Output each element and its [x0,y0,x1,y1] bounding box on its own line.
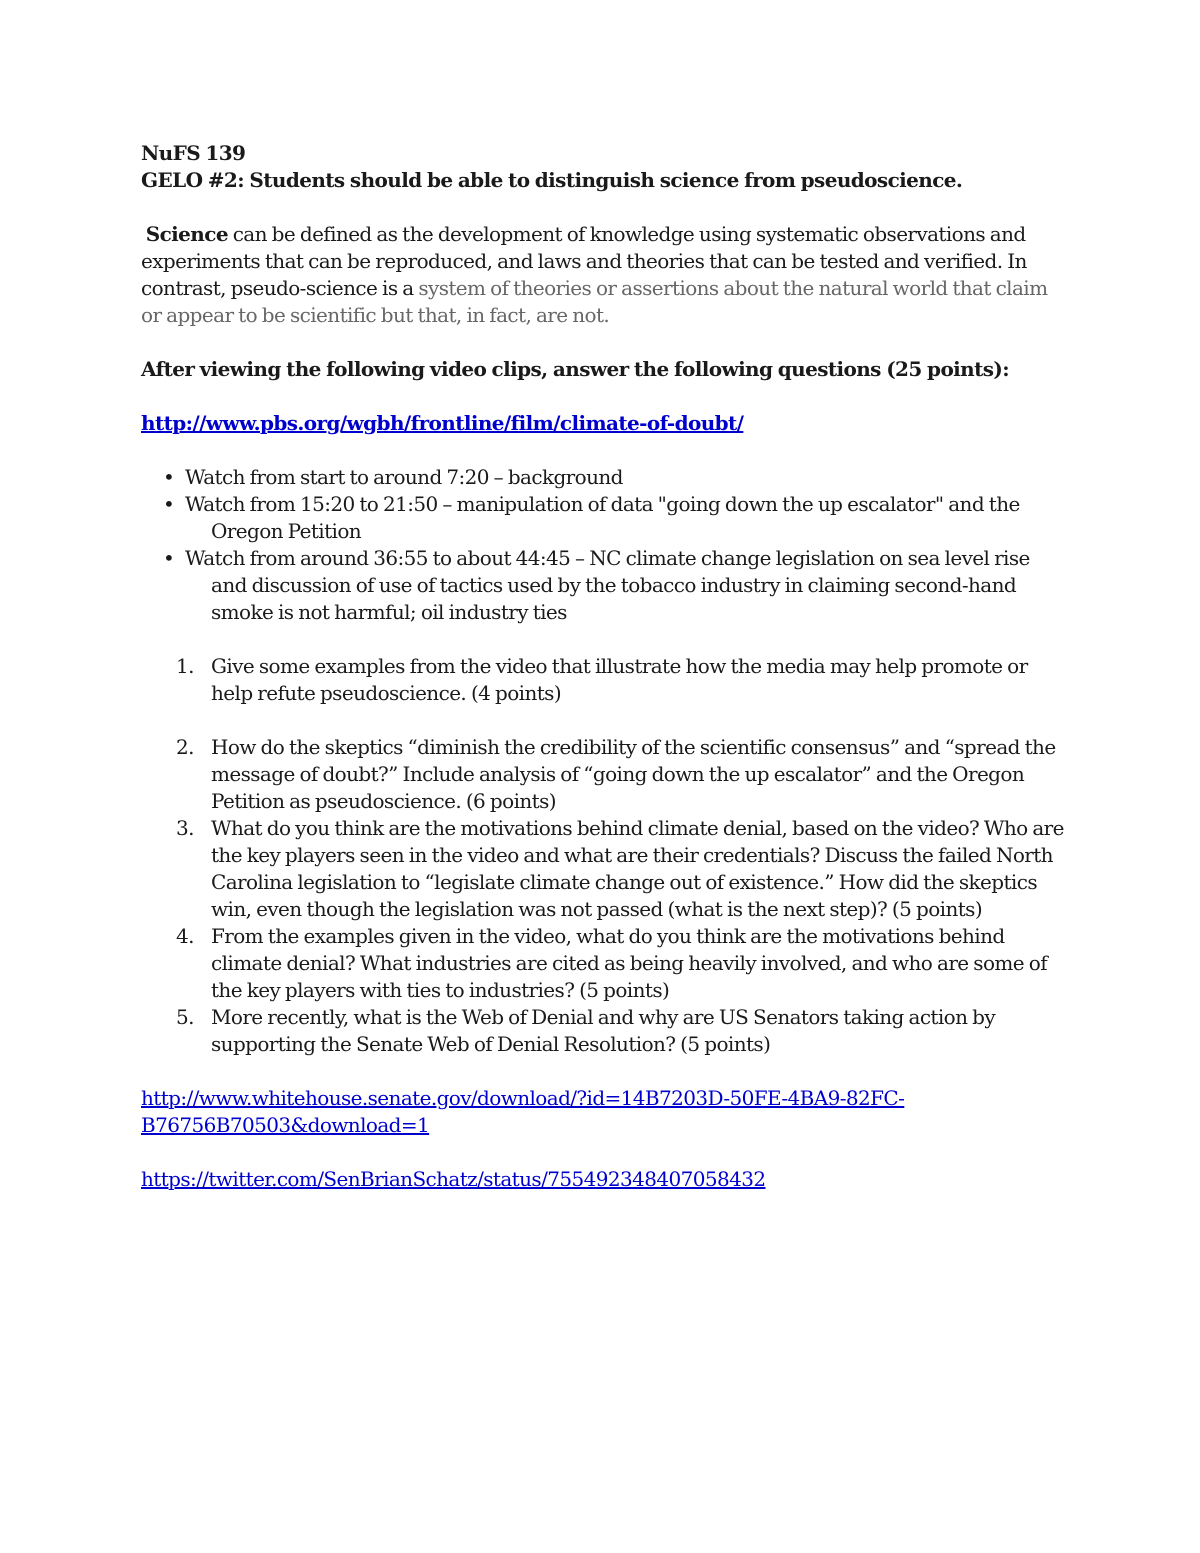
question-number: 5. [176,1005,194,1029]
question-number: 2. [176,735,194,759]
question-item [141,1004,1066,1058]
question-text: From the examples given in the video, what do you think are the motivations behind climate denial? What industries are cited as being heavily involved, and who are some of the key players with ties to industries? (5 points) [211,924,1047,1002]
document-page [141,140,1066,1193]
bullet-icon: • [163,492,175,516]
question-text: More recently, what is the Web of Denial and why are US Senators taking action by supporting the Senate Web of Denial Resolution? (5 points) [211,1005,996,1056]
video-link[interactable]: http://www.pbs.org/wgbh/frontline/film/climate-of-doubt/ [141,411,744,435]
question-list [141,653,1066,1058]
definition-text-gray: system of theories or assertions about the natural world that claim or appear to be scientific but that, in fact, are not. [141,276,1048,327]
definition-term: Science [145,222,228,246]
watch-item [141,545,1066,626]
spacer [141,329,1066,356]
spacer [141,1139,1066,1166]
spacer [141,383,1066,410]
footer-link-paragraph [141,1085,1066,1139]
definition-text: can be defined as the development of knowledge using systematic observations and experiments that can be reproduced, and laws and theories that can be tested and verified. In contrast, pseudo-science is a [141,222,1027,300]
spacer [141,707,1066,734]
spacer [141,194,1066,221]
gelo-heading: GELO #2: Students should be able to distinguish science from pseudoscience. [141,168,963,192]
question-text: What do you think are the motivations behind climate denial, based on the video? Who are the key players seen in the video and what are their credentials? Discuss the failed North Carolina legislation to “legislate climate change out of existence.” How did the skeptics win, even though the legislation was not passed (what is the next step)? (5 points) [211,816,1064,921]
watch-item-text: Watch from start to around 7:20 – background [185,465,623,489]
spacer [141,437,1066,464]
instructions-heading: After viewing the following video clips, answer the following questions (25 points): [141,357,1010,381]
question-number: 4. [176,924,194,948]
question-item [141,923,1066,1004]
spacer [141,1058,1066,1085]
watch-item-text: Watch from 15:20 to 21:50 – manipulation of data "going down the up escalator" and the Oregon Petition [185,492,1020,543]
question-text: How do the skeptics “diminish the credibility of the scientific consensus” and “spread the message of doubt?” Include analysis of “going down the up escalator” and the Oregon Petition as pseudoscience. (6 points) [211,735,1056,813]
question-item [141,653,1066,707]
question-number: 1. [176,654,194,678]
watch-list [141,464,1066,626]
bullet-icon: • [163,546,175,570]
video-link-paragraph [141,410,1066,437]
senate-download-link[interactable]: http://www.whitehouse.senate.gov/download/?id=14B7203D-50FE-4BA9-82FC-B76756B70503&download=1 [141,1086,905,1137]
spacer [141,626,1066,653]
question-number: 3. [176,816,194,840]
question-text: Give some examples from the video that illustrate how the media may help promote or help refute pseudoscience. (4 points) [211,654,1028,705]
watch-item [141,464,1066,491]
question-item [141,734,1066,815]
watch-item-text: Watch from around 36:55 to about 44:45 – NC climate change legislation on sea level rise and discussion of use of tactics used by the tobacco industry in claiming second-hand smoke is not harmful; oil industry ties [185,546,1030,624]
course-title: NuFS 139 [141,141,246,165]
twitter-status-link[interactable]: https://twitter.com/SenBrianSchatz/status/755492348407058432 [141,1167,766,1191]
bullet-icon: • [163,465,175,489]
footer-link-paragraph [141,1166,1066,1193]
definition-paragraph [141,221,1066,329]
question-item [141,815,1066,923]
watch-item [141,491,1066,545]
